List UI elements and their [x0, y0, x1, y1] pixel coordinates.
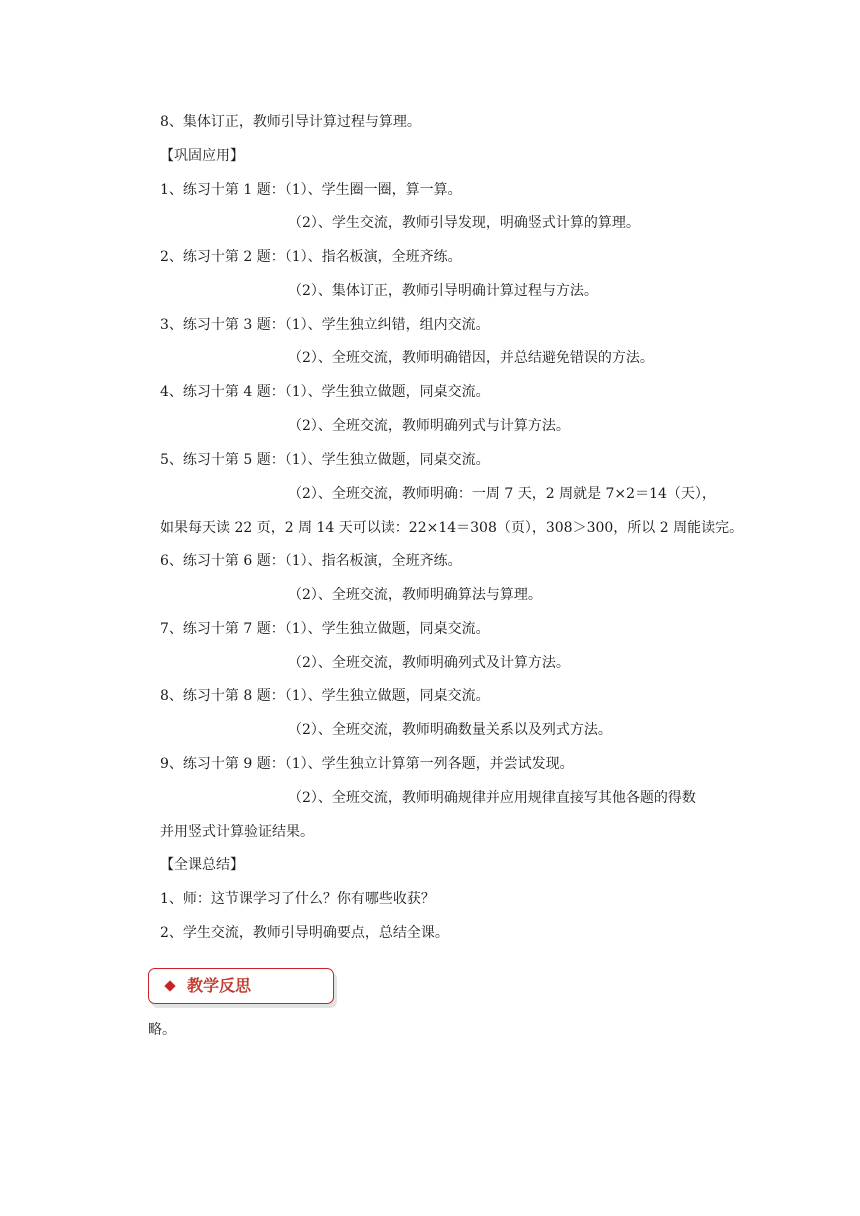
exercise-line: 3、练习十第 3 题：（1）、学生独立纠错，组内交流。 — [160, 317, 490, 333]
summary-line: 2、学生交流，教师引导明确要点，总结全课。 — [160, 925, 449, 941]
exercise-subline: （2）、全班交流，教师明确数量关系以及列式方法。 — [288, 722, 612, 738]
reflection-text: 略。 — [148, 1022, 176, 1038]
exercise-subline: （2）、全班交流，教师明确列式及计算方法。 — [288, 655, 570, 671]
exercise-line: 4、练习十第 4 题：（1）、学生独立做题，同桌交流。 — [160, 384, 490, 400]
exercise-continuation: 如果每天读 22 页，2 周 14 天可以读：22×14＝308（页），308＞300，所以 2 周能读完。 — [160, 520, 744, 536]
exercise-line: 2、练习十第 2 题：（1）、指名板演，全班齐练。 — [160, 249, 462, 265]
paragraph-line: 8、集体订正，教师引导计算过程与算理。 — [160, 114, 421, 130]
exercise-subline: （2）、全班交流，教师明确规律并应用规律直接写其他各题的得数 — [288, 790, 696, 806]
diamond-icon — [164, 980, 175, 991]
exercise-subline: （2）、集体订正，教师引导明确计算过程与方法。 — [288, 283, 598, 299]
exercise-line: 5、练习十第 5 题：（1）、学生独立做题，同桌交流。 — [160, 452, 490, 468]
exercise-line: 1、练习十第 1 题：（1）、学生圈一圈，算一算。 — [160, 182, 462, 198]
exercise-subline: （2）、全班交流，教师明确列式与计算方法。 — [288, 418, 570, 434]
exercise-continuation: 并用竖式计算验证结果。 — [160, 824, 314, 840]
exercise-subline: （2）、全班交流，教师明确算法与算理。 — [288, 587, 542, 603]
section-heading-summary: 【全课总结】 — [160, 857, 244, 873]
exercise-line: 8、练习十第 8 题：（1）、学生独立做题，同桌交流。 — [160, 688, 490, 704]
exercise-line: 7、练习十第 7 题：（1）、学生独立做题，同桌交流。 — [160, 621, 490, 637]
summary-line: 1、师：这节课学习了什么？你有哪些收获？ — [160, 891, 435, 907]
exercise-subline: （2）、全班交流，教师明确：一周 7 天，2 周就是 7×2＝14（天）， — [288, 486, 716, 502]
exercise-line: 9、练习十第 9 题：（1）、学生独立计算第一列各题，并尝试发现。 — [160, 756, 574, 772]
section-title: 教学反思 — [187, 976, 252, 995]
exercise-subline: （2）、全班交流，教师明确错因，并总结避免错误的方法。 — [288, 350, 654, 366]
section-heading-consolidate: 【巩固应用】 — [160, 148, 244, 164]
exercise-subline: （2）、学生交流，教师引导发现，明确竖式计算的算理。 — [288, 215, 640, 231]
reflection-section-box — [148, 968, 334, 1004]
exercise-line: 6、练习十第 6 题：（1）、指名板演，全班齐练。 — [160, 553, 462, 569]
